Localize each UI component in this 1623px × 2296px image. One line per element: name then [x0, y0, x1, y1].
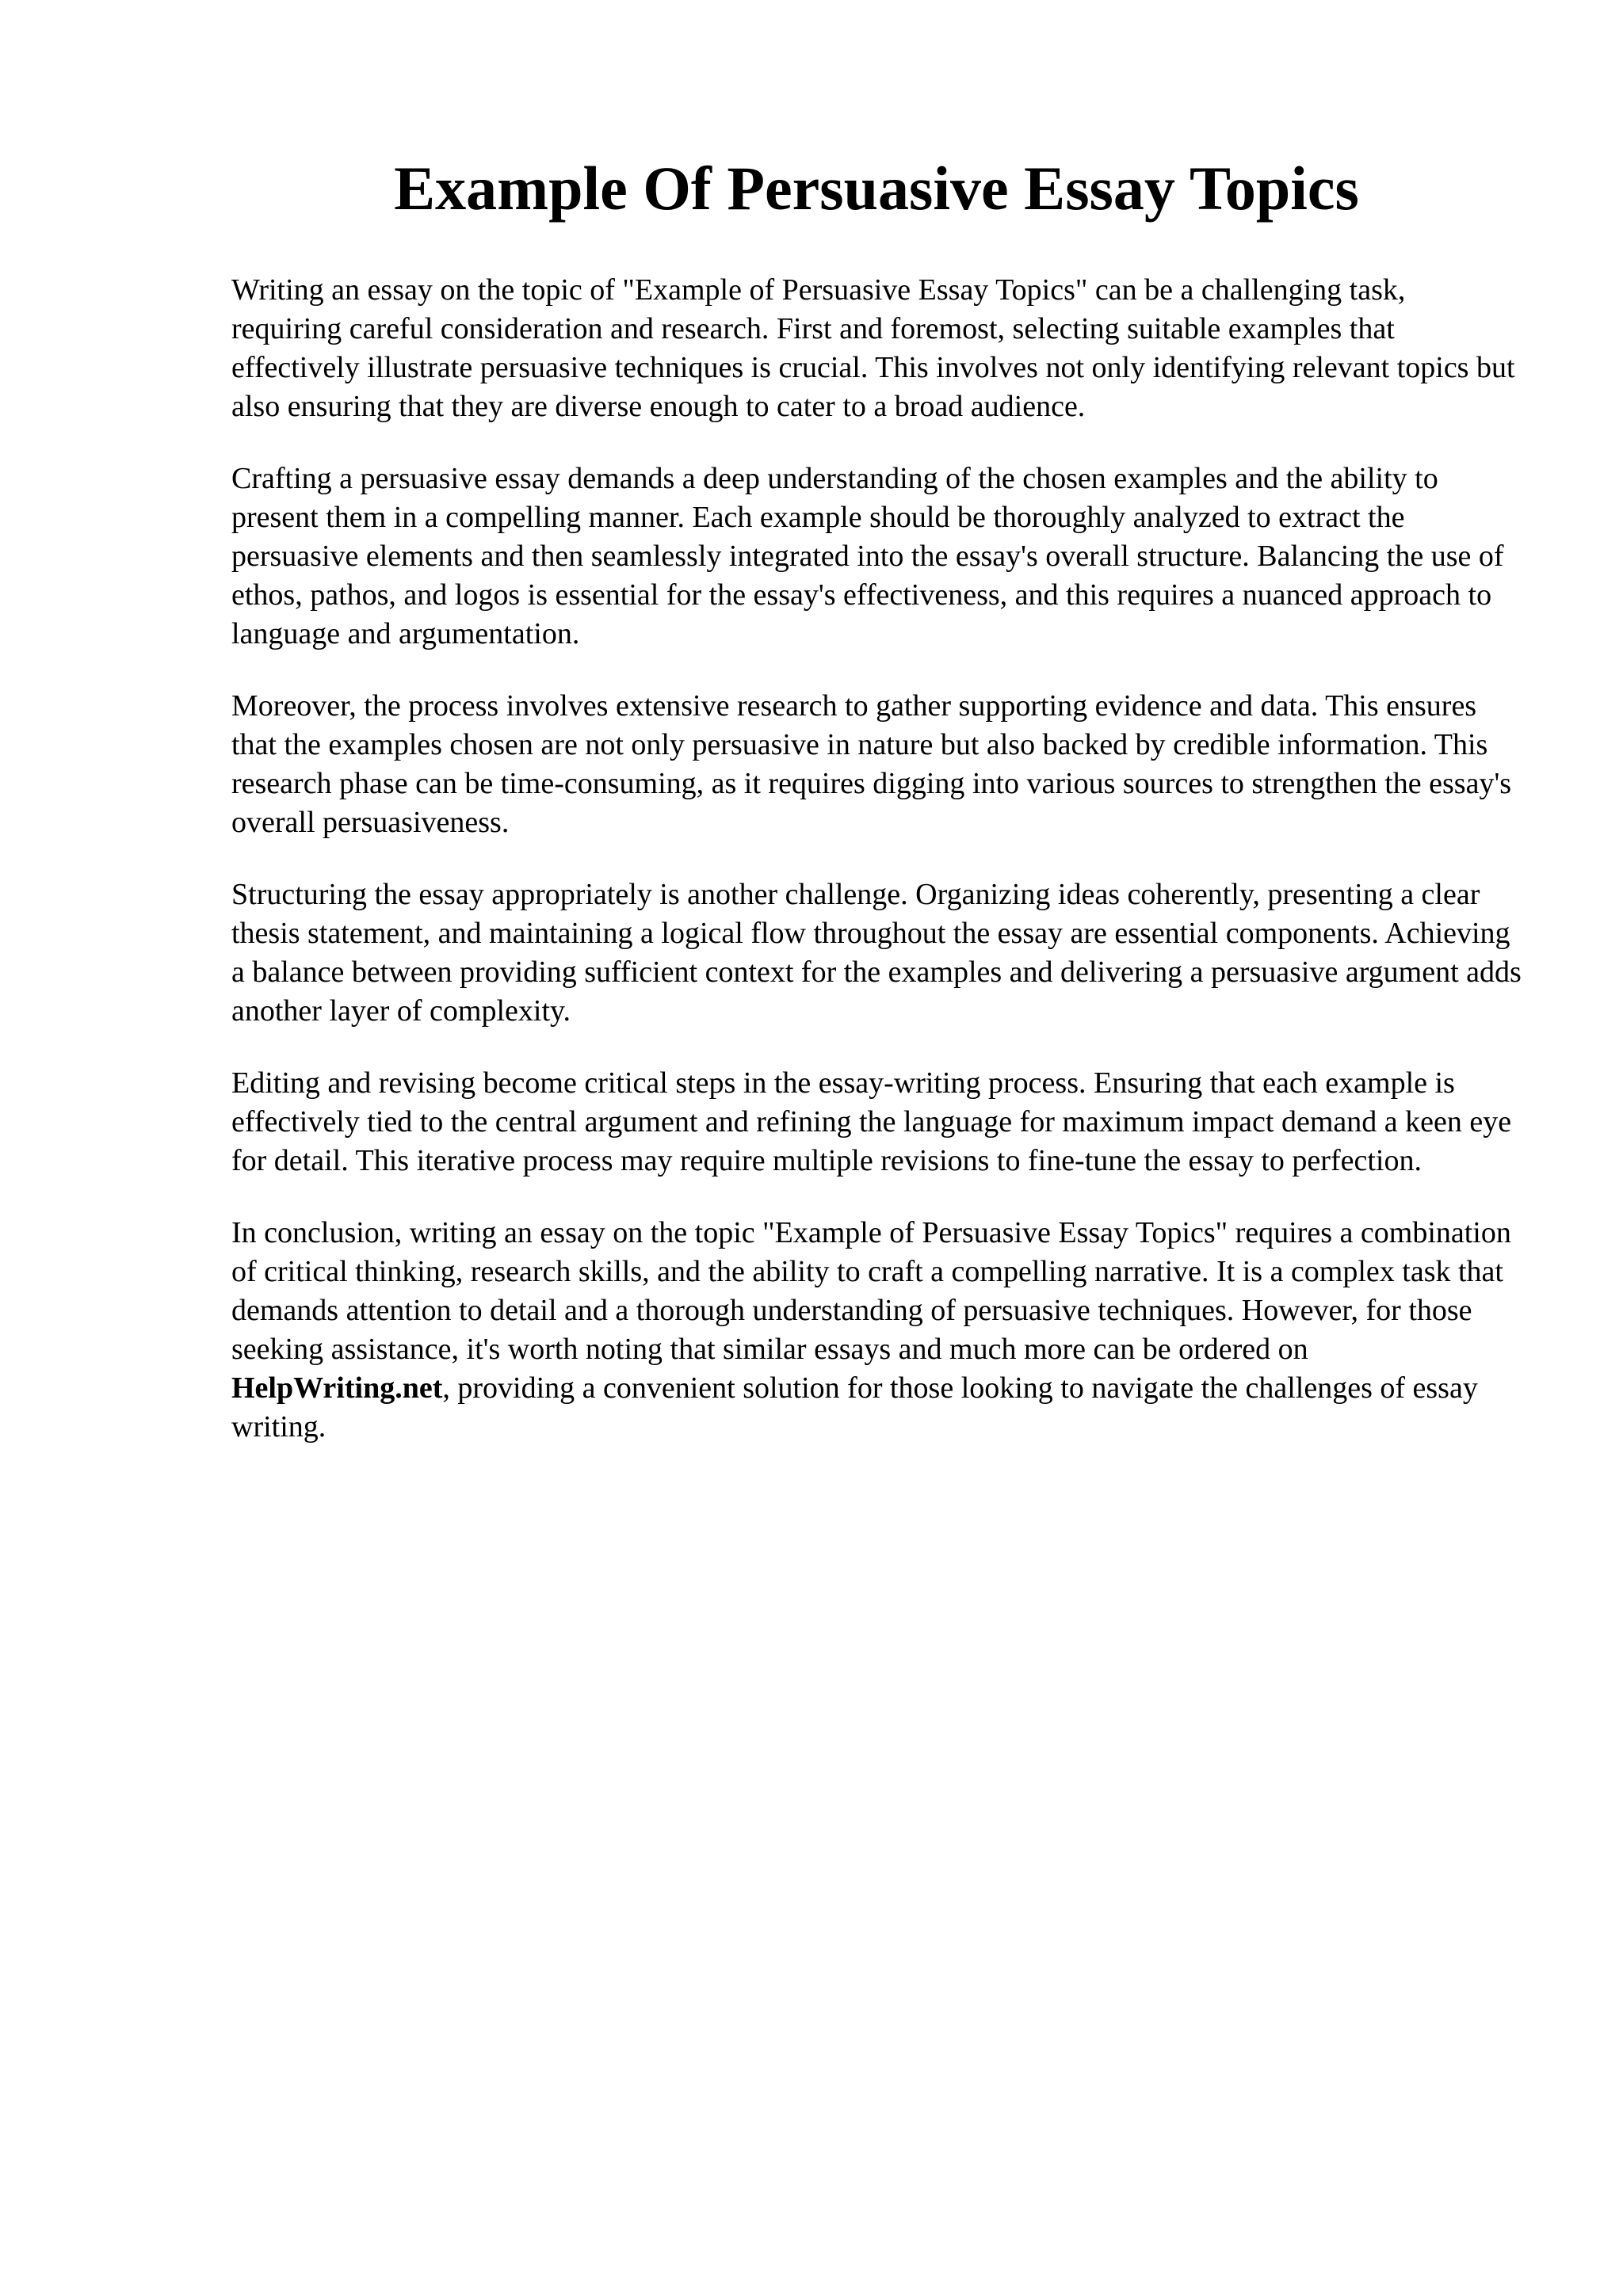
paragraph-research: Moreover, the process involves extensive research to gather supporting evidence and data. This ensures that the examples chosen are not only persuasive in nature but also backed by credible information. This research phase can be time-consuming, as it requires digging into various sources to strengthen the essay's overall persuasiveness.: [231, 689, 1512, 839]
conclusion-text-after: , providing a convenient solution for those looking to navigate the challenges of essay writing.: [231, 1371, 1478, 1444]
document-title: Example Of Persuasive Essay Topics: [394, 154, 1359, 223]
conclusion-text-before: In conclusion, writing an essay on the topic "Example of Persuasive Essay Topics" requires a combination of critical thinking, research skills, and the ability to craft a compelling narrative. It is a complex task that demands attention to detail and a thorough understanding of persuasive techniques. However, for those seeking assistance, it's worth noting that similar essays and much more can be ordered on: [231, 1216, 1511, 1366]
paragraph-intro: Writing an essay on the topic of "Example of Persuasive Essay Topics" can be a challenging task, requiring careful consideration and research. First and foremost, selecting suitable examples that effectively illustrate persuasive techniques is crucial. This involves not only identifying relevant topics but also ensuring that they are diverse enough to cater to a broad audience.: [231, 273, 1515, 423]
paragraph-structuring: Structuring the essay appropriately is another challenge. Organizing ideas coherently, presenting a clear thesis statement, and maintaining a logical flow throughout the essay are essential components. Achieving a balance between providing sufficient context for the examples and delivering a persuasive argument adds another layer of complexity.: [231, 878, 1522, 1028]
brand-name: HelpWriting.net: [231, 1371, 443, 1405]
paragraph-crafting: Crafting a persuasive essay demands a deep understanding of the chosen examples and the ability to present them in a compelling manner. Each example should be thoroughly analyzed to extract the persuasive elements and then seamlessly integrated into the essay's overall structure. Balancing the use of ethos, pathos, and logos is essential for the essay's effectiveness, and this requires a nuanced approach to language and argumentation.: [231, 462, 1504, 650]
paragraph-conclusion: [231, 1214, 1522, 1447]
paragraph-editing: Editing and revising become critical steps in the essay-writing process. Ensuring that each example is effectively tied to the central argument and refining the language for maximum impact demand a keen eye for detail. This iterative process may require multiple revisions to fine-tune the essay to perfection.: [231, 1066, 1512, 1177]
